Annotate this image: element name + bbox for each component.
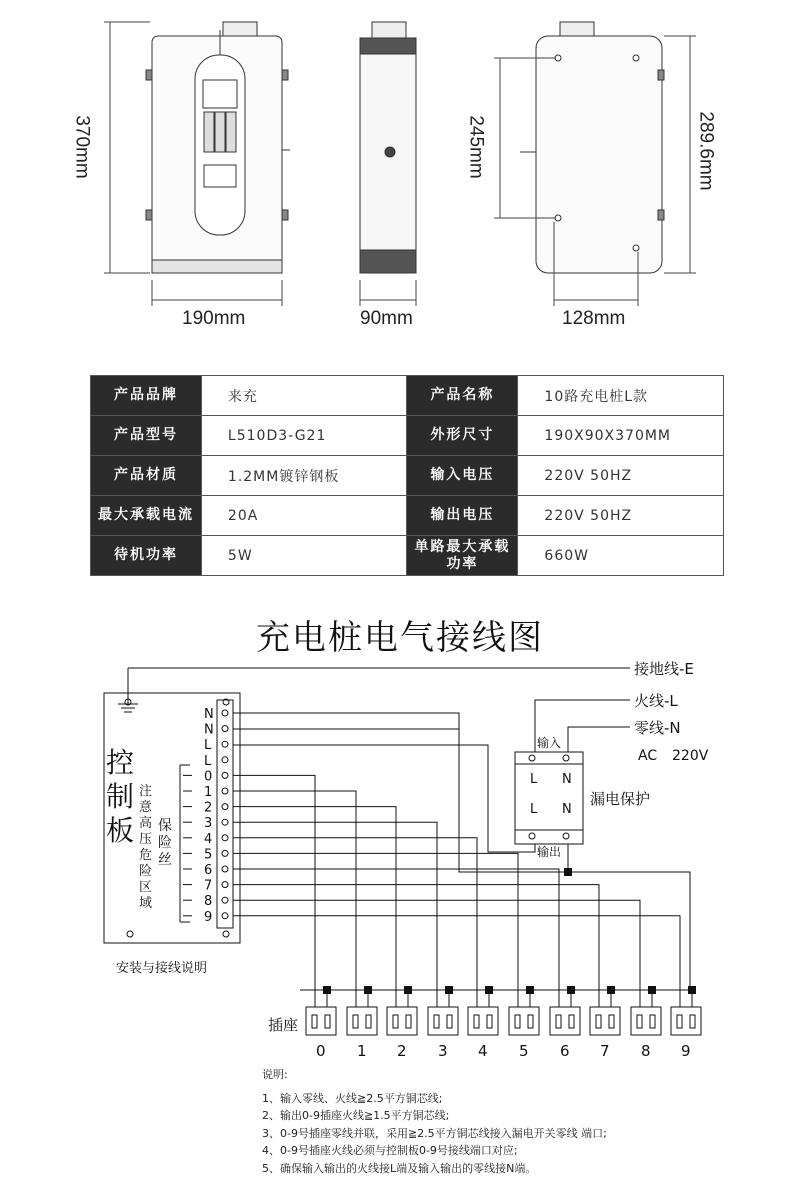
note-item: 1、输入零线、火线≧2.5平方铜芯线; [262,1091,443,1105]
neutral-label: 零线-N [634,719,681,737]
spec-key: 单路最大承载功率 [407,536,518,576]
note-item: 2、输出0-9插座火线≧1.5平方铜芯线; [262,1109,450,1122]
terminal-screw [222,897,228,903]
spec-value: 5W [201,536,407,576]
board-label-char: 控 [106,746,135,779]
terminal-label: L [204,738,212,754]
socket-number: 4 [478,1042,488,1060]
leakage-label: 漏电保护 [590,790,651,808]
spec-key: 外形尺寸 [407,416,518,456]
junction-dot [607,986,615,994]
spec-value: 10路充电桩L款 [518,376,724,416]
spec-value: 220V 50HZ [518,496,724,536]
terminal-label: 3 [204,816,213,832]
wiring-channels [233,775,692,1007]
socket-number: 6 [560,1042,570,1060]
terminal-screw [222,757,228,763]
spec-value: 来充 [201,376,407,416]
terminal-label: 9 [204,909,213,925]
note-item: 4、0-9号插座火线必须与控制板0-9号接线端口对应; [262,1144,518,1157]
socket-number: 1 [357,1042,367,1060]
socket-number: 5 [519,1042,529,1060]
terminal-label: L [204,753,212,769]
warning-char: 注 [139,784,153,799]
terminal-label: 7 [204,878,213,894]
socket [671,1007,701,1035]
socket [387,1007,417,1035]
spec-key: 产品材质 [91,456,202,496]
terminal-screw [222,726,228,732]
hole-horizontal-label: 128mm [562,308,626,329]
socket [347,1007,377,1035]
junction-dot [526,986,534,994]
socket [509,1007,539,1035]
socket [428,1007,458,1035]
socket-number: 7 [600,1042,610,1060]
junction-dot [688,986,696,994]
back-height-label: 289.6mm [695,111,717,191]
warning-char: 高 [139,816,153,831]
fuse-char: 险 [158,835,172,851]
terminal-label: 5 [204,847,213,863]
junction-dot [323,986,331,994]
spec-key: 产品名称 [407,376,518,416]
spec-key: 待机功率 [91,536,202,576]
warning-char: 险 [139,864,153,879]
warning-char: 压 [139,832,153,847]
socket-number: 3 [438,1042,448,1060]
terminal-label: 8 [204,894,213,910]
terminal-screw [222,741,228,747]
terminal-screw [222,804,228,810]
spec-key: 输出电压 [407,496,518,536]
terminal-screw [222,866,228,872]
warning-char: 危 [139,848,153,863]
socket [631,1007,661,1035]
spec-key: 输入电压 [407,456,518,496]
notes [262,1066,607,1177]
fuse-char: 保 [158,818,172,834]
channel-wire [233,791,356,1007]
ground-label: 接地线-E [634,660,694,678]
note-item: 5、确保输入输出的火线接L端及输入输出的零线接N端。 [262,1161,537,1175]
wiring-title: 充电桩电气接线图 [256,618,544,658]
socket [550,1007,580,1035]
warning-char: 区 [139,880,153,895]
terminal-screw [222,913,228,919]
spec-key: 产品型号 [91,416,202,456]
terminal-label: 0 [204,769,213,785]
terminal-label: 1 [204,785,213,800]
junction-dot [567,986,575,994]
socket-number: 8 [641,1042,651,1060]
depth-side-label: 90mm [360,308,413,329]
input-label: 输入 [537,736,562,750]
terminal-screw [222,819,228,825]
terminal-screw [222,772,228,778]
spec-key: 产品品牌 [91,376,202,416]
channel-wire [233,822,437,1007]
terminal-labels [204,707,228,925]
socket [306,1007,336,1035]
fuse-char: 丝 [158,852,172,868]
note-item: 3、0-9号插座零线并联，采用≧2.5平方铜芯线接入漏电开关零线 端口; [262,1126,607,1140]
channel-wire [233,853,518,1007]
terminal-screw [222,882,228,888]
width-front-label: 190mm [182,308,246,329]
warning-char: 意 [139,800,153,815]
spec-value: L510D3-G21 [201,416,407,456]
junction-dot [485,986,493,994]
socket [590,1007,620,1035]
warning-char: 域 [139,896,153,911]
spec-value: 190X90X370MM [518,416,724,456]
spec-value: 660W [518,536,724,576]
junction-dot [648,986,656,994]
socket-number: 2 [397,1042,407,1060]
spec-value: 220V 50HZ [518,456,724,496]
terminal-label: 4 [204,831,213,847]
board-label-char: 板 [106,814,135,847]
socket-number: 0 [316,1042,326,1060]
breaker-n-bottom: N [562,802,572,817]
terminal-strip [217,700,233,928]
terminal-screw [222,710,228,716]
wiring-static [104,668,690,990]
output-label: 输出 [537,845,562,859]
socket-label: 插座 [268,1016,299,1034]
junction-dot [364,986,372,994]
terminal-label: 6 [204,863,213,878]
terminal-screw [222,850,228,856]
sockets [306,1007,701,1060]
junction-dot [404,986,412,994]
terminal-label: N [204,722,214,738]
breaker-l-top: L [530,772,538,787]
terminal-screw [222,788,228,794]
live-label: 火线-L [634,692,678,710]
breaker-n-top: N [562,772,572,787]
spec-value: 20A [201,496,407,536]
height-front-label: 370mm [71,115,93,179]
install-label: 安装与接线说明 [116,961,208,976]
socket [468,1007,498,1035]
channel-wire [233,838,477,1007]
channel-wire [233,775,315,1007]
spec-value: 1.2MM镀锌钢板 [201,456,407,496]
spec-key: 最大承载电流 [91,496,202,536]
board-label-char: 制 [106,780,135,813]
terminal-label: N [204,707,214,722]
board-text-group [106,746,192,916]
hole-vertical-label: 245mm [465,115,487,179]
terminal-label: 2 [204,800,213,816]
notes-heading: 说明: [262,1068,288,1081]
socket-number: 9 [681,1042,691,1060]
channel-wire [233,885,599,1007]
breaker-l-bottom: L [530,802,538,817]
terminal-screw [222,835,228,841]
ac-label: AC [638,748,658,764]
voltage-label: 220V [672,748,709,764]
junction-dot [445,986,453,994]
